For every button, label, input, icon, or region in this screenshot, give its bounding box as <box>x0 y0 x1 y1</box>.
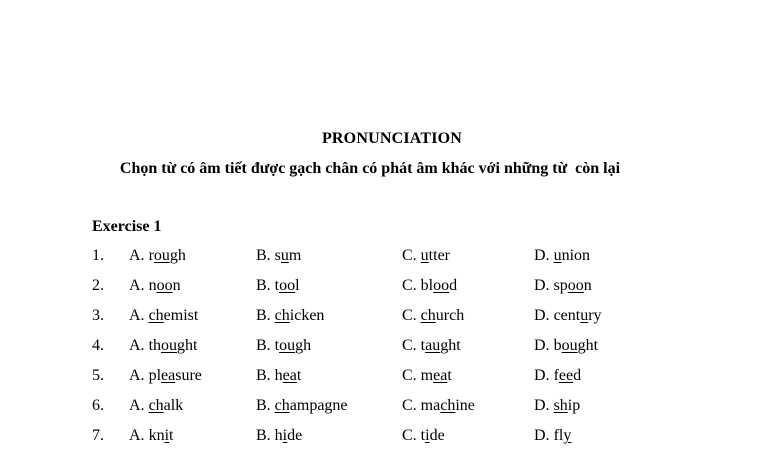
word-part: t <box>274 277 280 294</box>
word-part: l <box>295 277 300 294</box>
underlined-sound: oo <box>433 277 450 294</box>
underlined-sound: ea <box>161 367 176 384</box>
option-a <box>129 247 186 265</box>
underlined-sound: oo <box>567 277 584 294</box>
option-c <box>402 307 464 325</box>
option-b <box>256 427 302 445</box>
word-part: t <box>169 427 174 444</box>
exercise-row <box>0 307 784 337</box>
word-part: bl <box>420 277 434 294</box>
exercise-list <box>0 247 784 457</box>
word-part: urch <box>435 307 465 324</box>
word-part: ampagne <box>289 397 348 414</box>
option-letter: D. <box>534 367 554 384</box>
word-part: gh <box>295 337 312 354</box>
word-part: ry <box>588 307 602 324</box>
word-part: t <box>447 367 452 384</box>
question-number: 5. <box>92 367 104 384</box>
underlined-sound: oo <box>279 277 296 294</box>
word-part: gh <box>169 247 186 264</box>
underlined-sound: ou <box>279 337 296 354</box>
underlined-sound: oo <box>156 277 173 294</box>
underlined-sound: ch <box>148 397 164 414</box>
option-d <box>534 307 602 325</box>
option-letter: C. <box>402 307 421 324</box>
question-number: 7. <box>92 427 104 444</box>
word-part: de <box>429 427 445 444</box>
option-letter: B. <box>256 367 275 384</box>
option-a <box>129 307 198 325</box>
option-b <box>256 397 348 415</box>
underlined-sound: u <box>553 247 562 264</box>
instruction-text: Chọn từ có âm tiết được gạch chân có phát âm khác với những từ còn lại <box>119 160 621 177</box>
option-letter: C. <box>402 397 421 414</box>
question-number: 2. <box>92 277 104 294</box>
underlined-sound: ch <box>440 397 456 414</box>
word-part: tter <box>428 247 450 264</box>
option-a <box>129 277 181 295</box>
exercise-row <box>0 397 784 427</box>
exercise-row <box>0 427 784 457</box>
underlined-sound: ou <box>161 337 178 354</box>
option-letter: A. <box>129 337 149 354</box>
word-part: cent <box>553 307 581 324</box>
word-part: d <box>573 367 582 384</box>
option-letter: A. <box>129 367 149 384</box>
word-part: t <box>420 337 426 354</box>
underlined-sound: au <box>425 337 441 354</box>
underlined-sound: sh <box>553 397 568 414</box>
underlined-sound: y <box>563 427 572 444</box>
word-part: pl <box>148 367 162 384</box>
option-d <box>534 397 580 415</box>
word-part: s <box>274 247 281 264</box>
option-c <box>402 427 445 445</box>
word-part: n <box>172 277 181 294</box>
word-part: r <box>148 247 154 264</box>
word-part: n <box>583 277 592 294</box>
word-part: ght <box>577 337 599 354</box>
word-part: t <box>420 427 426 444</box>
option-letter: A. <box>129 277 149 294</box>
option-letter: B. <box>256 427 275 444</box>
word-part: icken <box>289 307 325 324</box>
underlined-sound: ee <box>558 367 574 384</box>
word-part: f <box>553 367 559 384</box>
option-letter: B. <box>256 397 275 414</box>
option-letter: B. <box>256 277 275 294</box>
option-letter: A. <box>129 307 149 324</box>
underlined-sound: ch <box>148 307 164 324</box>
option-letter: B. <box>256 307 275 324</box>
word-part: t <box>296 367 302 384</box>
option-d <box>534 337 598 355</box>
option-c <box>402 367 452 385</box>
word-part: kn <box>148 427 165 444</box>
option-letter: B. <box>256 337 275 354</box>
word-part: m <box>420 367 434 384</box>
underlined-sound: ch <box>420 307 436 324</box>
exercise-row <box>0 247 784 277</box>
word-part: ip <box>567 397 581 414</box>
word-part: de <box>287 427 303 444</box>
option-c <box>402 277 457 295</box>
option-letter: D. <box>534 247 554 264</box>
question-number: 6. <box>92 397 104 414</box>
option-letter: D. <box>534 397 554 414</box>
option-letter: C. <box>402 427 421 444</box>
underlined-sound: i <box>282 427 288 444</box>
word-part: m <box>288 247 302 264</box>
option-letter: D. <box>534 337 554 354</box>
option-b <box>256 247 301 265</box>
word-part: b <box>553 337 562 354</box>
option-d <box>534 427 571 445</box>
underlined-sound: u <box>280 247 289 264</box>
underlined-sound: ea <box>433 367 448 384</box>
word-part: t <box>274 337 280 354</box>
word-part: ine <box>455 397 475 414</box>
word-part: ght <box>440 337 461 354</box>
underlined-sound: i <box>164 427 170 444</box>
underlined-sound: u <box>580 307 589 324</box>
word-part: fl <box>553 427 564 444</box>
option-b <box>256 337 311 355</box>
option-a <box>129 337 197 355</box>
option-d <box>534 277 592 295</box>
option-letter: C. <box>402 337 421 354</box>
word-part: h <box>274 427 283 444</box>
option-letter: D. <box>534 307 554 324</box>
exercise-row <box>0 337 784 367</box>
question-number: 3. <box>92 307 104 324</box>
option-d <box>534 247 590 265</box>
option-letter: D. <box>534 277 554 294</box>
option-letter: A. <box>129 427 149 444</box>
underlined-sound: ch <box>274 397 290 414</box>
option-letter: C. <box>402 247 421 264</box>
option-a <box>129 427 173 445</box>
option-a <box>129 397 183 415</box>
word-part: ma <box>420 397 441 414</box>
exercise-row <box>0 277 784 307</box>
word-part: ght <box>177 337 198 354</box>
exercise-row <box>0 367 784 397</box>
option-b <box>256 307 324 325</box>
option-b <box>256 367 301 385</box>
word-part: emist <box>163 307 199 324</box>
page-title: PRONUNCIATION <box>321 130 463 147</box>
underlined-sound: ou <box>153 247 170 264</box>
underlined-sound: ea <box>282 367 297 384</box>
word-part: d <box>449 277 458 294</box>
word-part: alk <box>163 397 184 414</box>
option-c <box>402 397 475 415</box>
option-c <box>402 247 450 265</box>
word-part: th <box>148 337 162 354</box>
option-letter: C. <box>402 367 421 384</box>
question-number: 4. <box>92 337 104 354</box>
underlined-sound: i <box>425 427 430 444</box>
option-c <box>402 337 461 355</box>
option-letter: B. <box>256 247 275 264</box>
option-letter: C. <box>402 277 421 294</box>
question-number: 1. <box>92 247 104 264</box>
word-part: h <box>274 367 283 384</box>
option-a <box>129 367 202 385</box>
option-letter: D. <box>534 427 554 444</box>
word-part: n <box>148 277 157 294</box>
option-letter: A. <box>129 397 149 414</box>
exercise-heading: Exercise 1 <box>92 218 162 235</box>
word-part: nion <box>561 247 591 264</box>
option-d <box>534 367 581 385</box>
option-b <box>256 277 300 295</box>
word-part: sp <box>553 277 568 294</box>
word-part: sure <box>175 367 202 384</box>
underlined-sound: ou <box>561 337 578 354</box>
option-letter: A. <box>129 247 149 264</box>
underlined-sound: ch <box>274 307 290 324</box>
underlined-sound: u <box>420 247 429 264</box>
